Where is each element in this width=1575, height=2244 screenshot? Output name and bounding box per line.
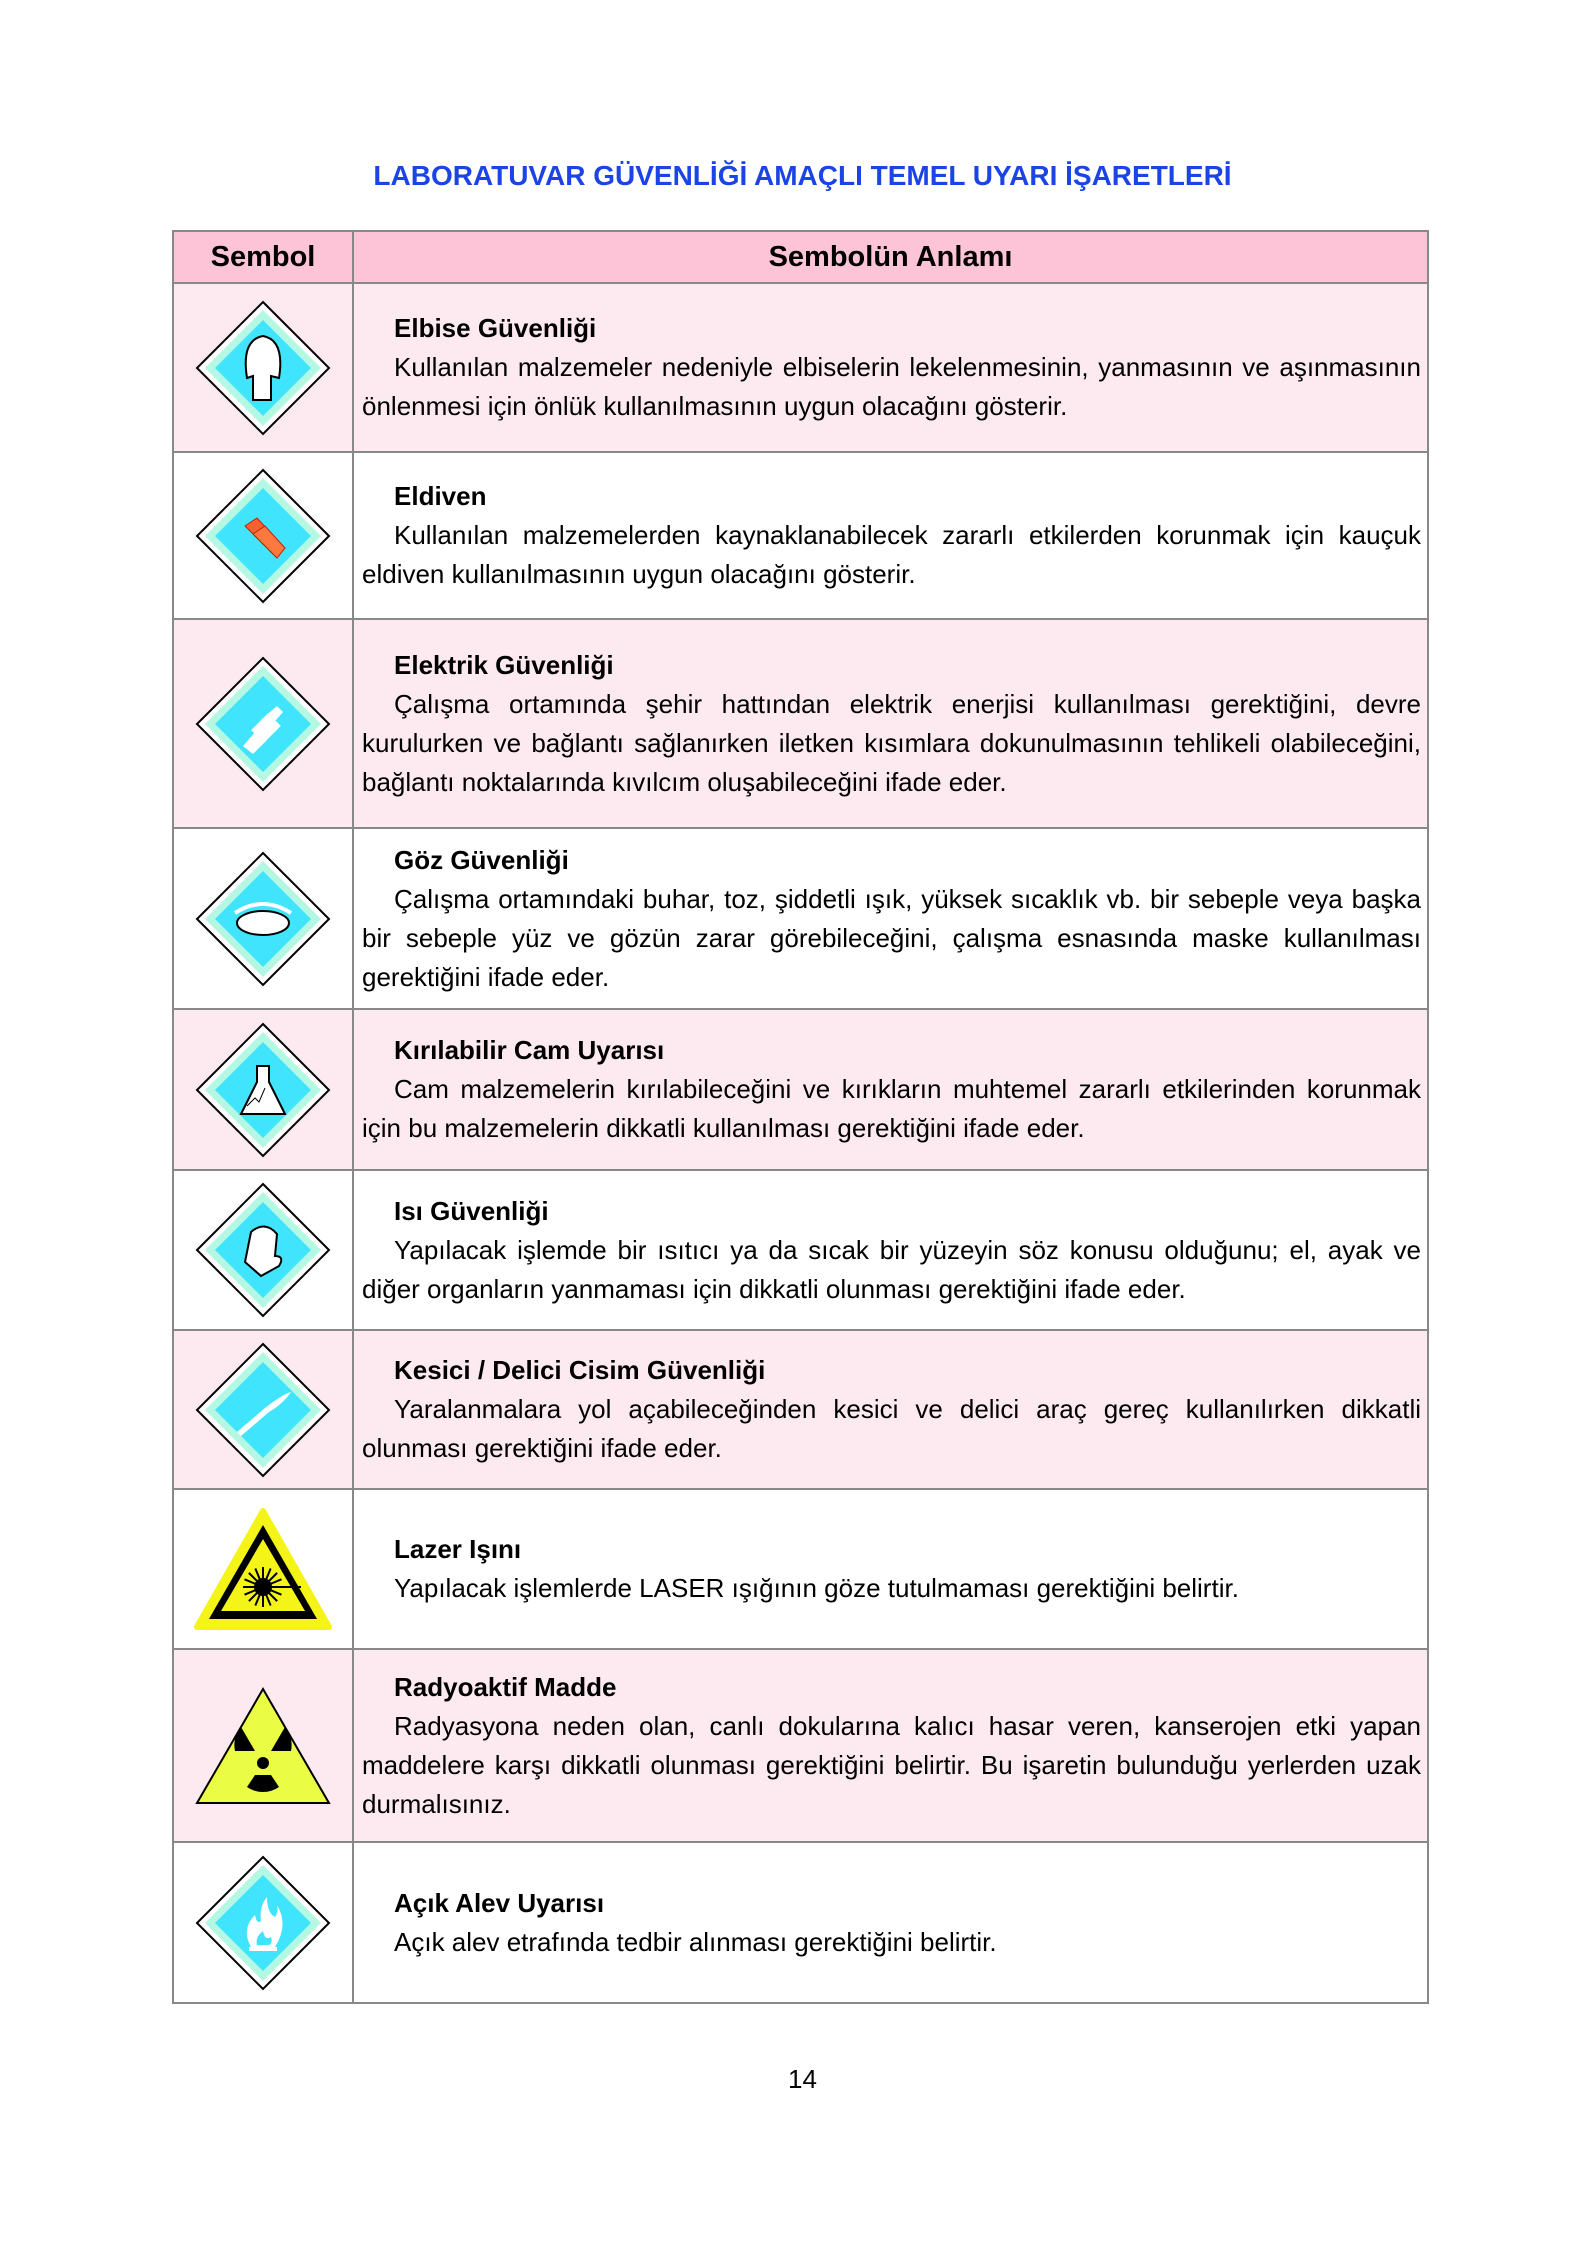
table-row xyxy=(173,828,1428,1009)
symbol-cell xyxy=(173,1009,353,1170)
goggles-icon xyxy=(175,851,351,987)
sign-title: Lazer Işını xyxy=(394,1534,522,1564)
symbol-cell xyxy=(173,1649,353,1842)
meaning-cell xyxy=(353,1649,1428,1842)
sign-title: Eldiven xyxy=(394,481,487,511)
sign-title: Radyoaktif Madde xyxy=(394,1671,617,1702)
meaning-cell xyxy=(353,1170,1428,1330)
table-row xyxy=(173,1489,1428,1649)
sign-description: Kullanılan malzemelerden kaynaklanabilecek zararlı etkilerden korunmak için kauçuk eldiven kullanılmasının uygun olacağını gösterir. xyxy=(362,520,1421,589)
meaning-cell xyxy=(353,619,1428,828)
header-symbol: Sembol xyxy=(173,231,353,283)
sign-title: Elbise Güvenliği xyxy=(394,313,597,343)
table-row xyxy=(173,1842,1428,2003)
sign-description: Açık alev etrafında tedbir alınması gerektiğini belirtir. xyxy=(394,1926,997,1957)
symbol-cell xyxy=(173,1489,353,1649)
symbol-cell xyxy=(173,1842,353,2003)
symbol-cell xyxy=(173,828,353,1009)
sign-description: Yapılacak işlemde bir ısıtıcı ya da sıcak bir yüzeyin söz konusu olduğunu; el, ayak ve diğer organların yanmaması için dikkatli olunması gerektiğini ifade eder. xyxy=(362,1234,1421,1304)
table-row xyxy=(173,619,1428,828)
meaning-cell xyxy=(353,283,1428,452)
broken-glass-icon xyxy=(175,1022,351,1158)
meaning-cell xyxy=(353,1330,1428,1489)
symbol-cell xyxy=(173,1330,353,1489)
sign-description: Kullanılan malzemeler nedeniyle elbiselerin lekelenmesinin, yanmasının ve aşınmasının önlenmesi için önlük kullanılmasının uygun olacağını gösterir. xyxy=(362,352,1421,421)
scalpel-icon xyxy=(175,1342,351,1478)
sign-title: Elektrik Güvenliği xyxy=(394,649,614,680)
meaning-cell xyxy=(353,1489,1428,1649)
header-meaning: Sembolün Anlamı xyxy=(353,231,1428,283)
oven-mitt-icon xyxy=(175,1182,351,1318)
table-row xyxy=(173,1009,1428,1170)
warning-signs-table xyxy=(172,230,1429,2004)
radiation-icon xyxy=(175,1687,351,1805)
symbol-cell xyxy=(173,619,353,828)
meaning-cell xyxy=(353,828,1428,1009)
lab-coat-icon xyxy=(175,300,351,436)
symbol-cell xyxy=(173,452,353,619)
meaning-cell xyxy=(353,1009,1428,1170)
laser-icon xyxy=(175,1507,351,1631)
sign-description: Cam malzemelerin kırılabileceğini ve kırıkların muhtemel zararlı etkilerinden korunmak için bu malzemelerin dikkatli kullanılması gerektiğini ifade eder. xyxy=(362,1074,1421,1143)
page-number: 14 xyxy=(788,2064,817,2094)
page-title: LABORATUVAR GÜVENLİĞİ AMAÇLI TEMEL UYARI İŞARETLERİ xyxy=(373,160,1232,191)
symbol-cell xyxy=(173,1170,353,1330)
sign-description: Yaralanmalara yol açabileceğinden kesici ve delici araç gereç kullanılırken dikkatli olunması gerektiğini ifade eder. xyxy=(362,1394,1421,1463)
table-row xyxy=(173,1170,1428,1330)
sign-title: Kesici / Delici Cisim Güvenliği xyxy=(394,1355,766,1385)
sign-title: Isı Güvenliği xyxy=(394,1195,549,1226)
sign-description: Çalışma ortamında şehir hattından elektrik enerjisi kullanılması gerektiğini, devre kurulurken ve bağlantı sağlanırken iletken kısımlara dokunulmasının tehlikeli olabileceğini, bağlantı noktalarında kıvılcım oluşabileceğini ifade eder. xyxy=(362,688,1421,797)
flame-icon xyxy=(175,1855,351,1991)
meaning-cell xyxy=(353,1842,1428,2003)
sign-description: Çalışma ortamındaki buhar, toz, şiddetli ışık, yüksek sıcaklık vb. bir sebeple veya başka bir sebeple yüz ve gözün zarar görebileceğini, çalışma esnasında maske kullanılması gerektiğini ifade eder. xyxy=(362,883,1421,992)
sign-title: Açık Alev Uyarısı xyxy=(394,1887,605,1918)
table-row xyxy=(173,283,1428,452)
sign-description: Radyasyona neden olan, canlı dokularına kalıcı hasar veren, kanserojen etki yapan maddelere karşı dikkatli olunması gerektiğini belirtir. Bu işaretin bulunduğu yerlerden uzak durmalısınız. xyxy=(362,1710,1421,1819)
table-row xyxy=(173,1330,1428,1489)
sign-title: Kırılabilir Cam Uyarısı xyxy=(394,1035,665,1065)
symbol-cell xyxy=(173,283,353,452)
table-row xyxy=(173,1649,1428,1842)
gloves-icon xyxy=(175,468,351,604)
electric-plug-icon xyxy=(175,656,351,792)
sign-description: Yapılacak işlemlerde LASER ışığının göze tutulmaması gerektiğini belirtir. xyxy=(394,1573,1239,1603)
sign-title: Göz Güvenliği xyxy=(394,844,569,875)
table-row xyxy=(173,452,1428,619)
meaning-cell xyxy=(353,452,1428,619)
